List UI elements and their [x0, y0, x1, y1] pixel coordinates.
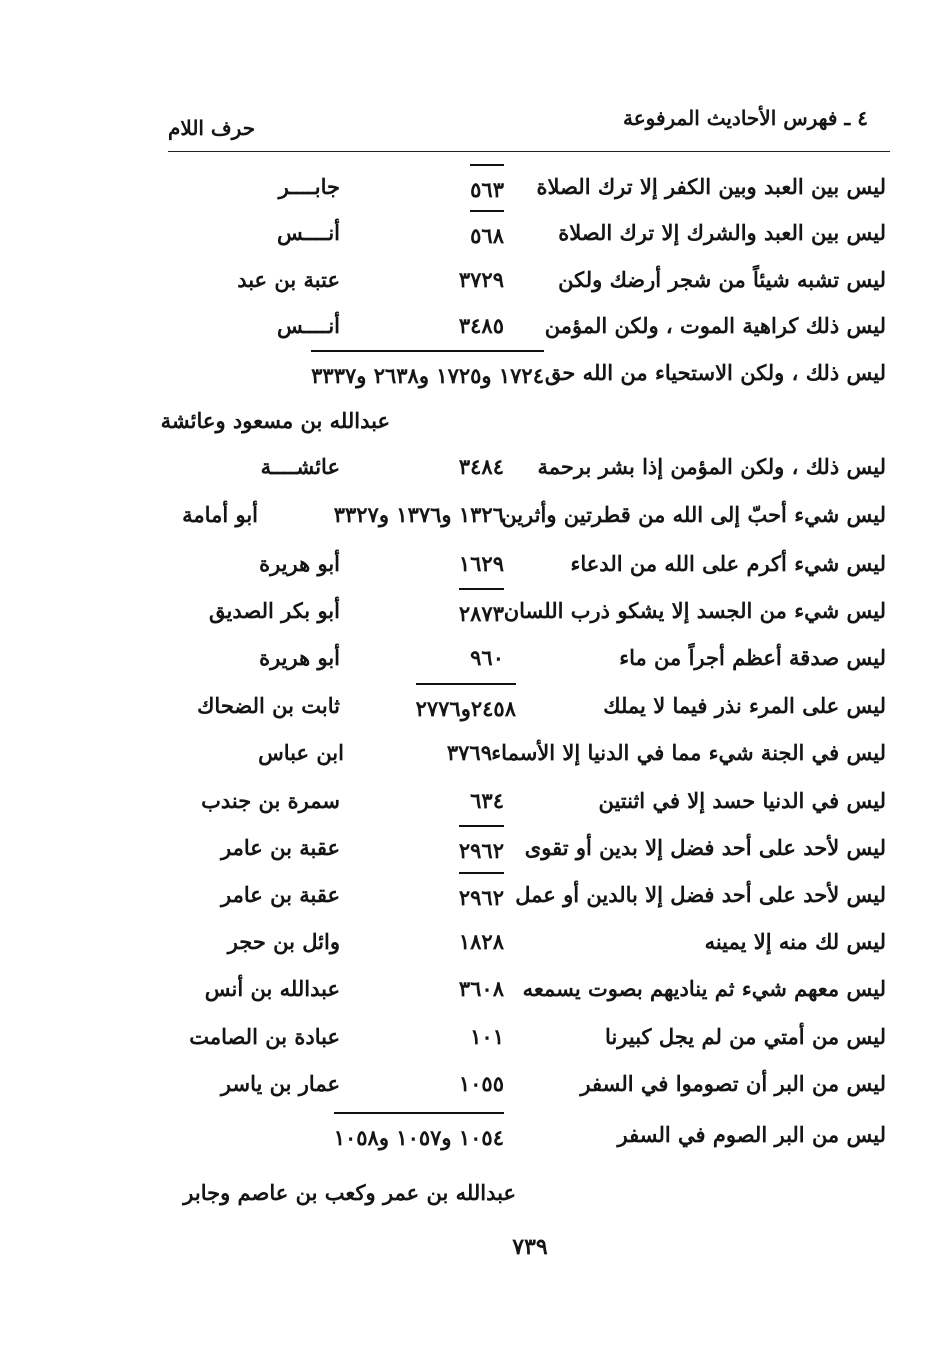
narrator: عبادة بن الصامت: [189, 1024, 340, 1049]
hadith-text: ليس شيء أكرم على الله من الدعاء: [570, 551, 886, 576]
hadith-number: ٦٣٤: [470, 788, 504, 813]
hadith-number: ١٠٥٤ و١٠٥٧ و١٠٥٨: [334, 1112, 504, 1164]
hadith-text: ليس تشبه شيئاً من شجر أرضك ولكن: [558, 267, 886, 292]
hadith-number: ٣٤٨٥: [458, 313, 504, 338]
hadith-text: ليس ذلك ، ولكن المؤمن إذا بشر برحمة: [537, 454, 886, 479]
hadith-number: ٣٧٢٩: [458, 267, 504, 292]
hadith-number: ٥٦٨: [470, 210, 504, 262]
hadith-number: ٢٤٥٨و٢٧٧٦: [416, 683, 516, 735]
narrator: عتبة بن عبد: [237, 267, 340, 292]
hadith-text: ليس لأحد على أحد فضل إلا بدين أو تقوى: [524, 835, 886, 860]
hadith-number: ١٠٥٥: [458, 1071, 504, 1096]
hadith-text: ليس شيء من الجسد إلا يشكو ذرب اللسان: [503, 598, 886, 623]
narrator: أنــــس: [276, 220, 340, 245]
hadith-number: ٢٨٧٣: [459, 588, 504, 640]
hadith-number: ٥٦٣: [470, 164, 504, 216]
hadith-text: ليس على المرء نذر فيما لا يملك: [603, 693, 886, 718]
narrator-continuation: عبدالله بن عمر وكعب بن عاصم وجابر: [183, 1180, 516, 1205]
narrator: عبدالله بن أنس: [204, 976, 340, 1001]
narrator-continuation: عبدالله بن مسعود وعائشة: [160, 408, 390, 433]
hadith-number: ٣٦٠٨: [458, 976, 504, 1001]
hadith-number: ٣٤٨٤: [458, 454, 504, 479]
narrator: أبو هريرة: [259, 645, 340, 670]
narrator: وائل بن حجر: [227, 929, 340, 954]
narrator: سمرة بن جندب: [201, 788, 340, 813]
narrator: عمار بن ياسر: [220, 1071, 340, 1096]
section-title: ٤ ـ فهرس الأحاديث المرفوعة: [622, 106, 868, 130]
hadith-text: ليس في الدنيا حسد إلا في اثنتين: [598, 788, 886, 813]
hadith-number: ٣٧٦٩: [446, 740, 492, 765]
hadith-number: ١٣٢٦ و١٣٧٦ و٣٣٢٧: [333, 502, 504, 527]
page-number: ٧٣٩: [512, 1234, 548, 1260]
narrator: أبو بكر الصديق: [208, 598, 340, 623]
narrator: عقبة بن عامر: [221, 835, 340, 860]
narrator: عائشــــة: [260, 454, 340, 479]
hadith-text: ليس بين العبد وبين الكفر إلا ترك الصلاة: [536, 174, 886, 199]
narrator: ابن عباس: [258, 740, 344, 765]
hadith-text: ليس من البر أن تصوموا في السفر: [580, 1071, 886, 1096]
hadith-text: ليس صدقة أعظم أجراً من ماء: [619, 645, 886, 670]
narrator: أبو هريرة: [259, 551, 340, 576]
narrator: أنــــس: [276, 313, 340, 338]
hadith-number: ١٨٢٨: [458, 929, 504, 954]
hadith-text: ليس في الجنة شيء مما في الدنيا إلا الأسماء: [491, 740, 886, 765]
narrator: عقبة بن عامر: [221, 882, 340, 907]
hadith-number: ٢٩٦٢: [459, 872, 504, 924]
hadith-text: ليس ذلك ، ولكن الاستحياء من الله حق: [544, 360, 886, 385]
hadith-text: ليس من البر الصوم في السفر: [617, 1122, 886, 1147]
hadith-number: ٩٦٠: [470, 645, 504, 670]
letter-title: حرف اللام: [168, 116, 256, 140]
hadith-text: ليس ذلك كراهية الموت ، ولكن المؤمن: [544, 313, 886, 338]
hadith-number: ١٧٢٤ و١٧٢٥ و٢٦٣٨ و٣٣٣٧: [311, 350, 544, 402]
hadith-text: ليس لأحد على أحد فضل إلا بالدين أو عمل: [515, 882, 886, 907]
hadith-text: ليس لك منه إلا يمينه: [704, 929, 886, 954]
hadith-number: ١٦٢٩: [458, 551, 504, 576]
narrator: جابــــر: [278, 174, 340, 199]
narrator: أبو أمامة: [182, 502, 258, 527]
hadith-text: ليس معهم شيء ثم يناديهم بصوت يسمعه: [522, 976, 886, 1001]
hadith-number: ١٠١: [470, 1024, 504, 1049]
narrator: ثابت بن الضحاك: [197, 693, 340, 718]
hadith-number: ٢٩٦٢: [459, 825, 504, 877]
hadith-text: ليس شيء أحبّ إلى الله من قطرتين وأثرين: [501, 502, 886, 527]
hadith-text: ليس من أمتي من لم يجل كبيرنا: [605, 1024, 886, 1049]
hadith-text: ليس بين العبد والشرك إلا ترك الصلاة: [558, 220, 886, 245]
